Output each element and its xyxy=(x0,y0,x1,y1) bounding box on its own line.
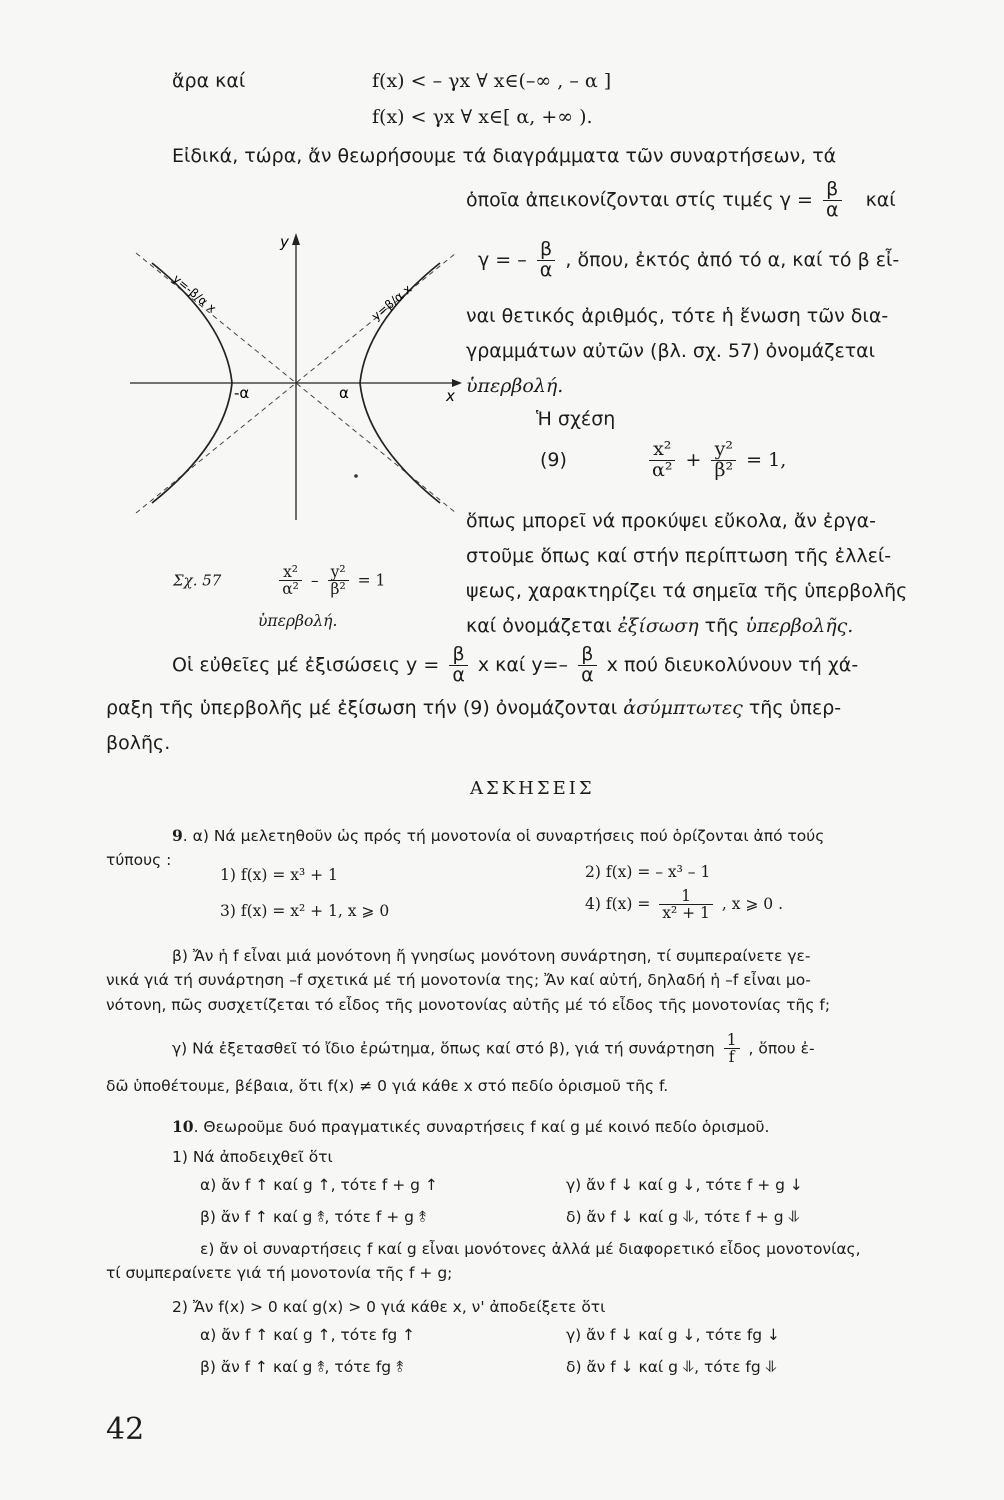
caption-equals: = 1 xyxy=(357,571,386,590)
ex10-p2-d: δ) ἄν f ↓ καί g ⥥, τότε fg ⥥ xyxy=(566,1358,777,1376)
ex9-f1: 1) f(x) = x³ + 1 xyxy=(220,866,338,884)
ex10-p1-e1: ε) ἄν οἱ συναρτήσεις f καί g εἶναι μονότονες ἀλλά μέ διαφορετικό εἶδος μονοτονίας, xyxy=(200,1240,861,1258)
para2-line3: ψεως, χαρακτηρίζει τά σημεῖα τῆς ὑπερβολῆς xyxy=(466,580,908,602)
ex10-p1-e2: τί συμπεραίνετε γιά τή μονοτονία τῆς f + g; xyxy=(106,1264,453,1282)
asymptotes-text: τῆς ὑπερ- xyxy=(742,697,842,719)
para1-line5: γραμμάτων αὐτῶν (βλ. σχ. 57) ὀνομάζεται xyxy=(466,340,876,362)
fraction-beta-alpha-4 xyxy=(578,645,597,686)
ex9-c-line1 xyxy=(172,1032,815,1066)
exercises-heading: ΑΣΚΗΣΕΙΣ xyxy=(470,778,595,799)
fraction-numerator: y² xyxy=(711,440,736,461)
fraction-denominator: α xyxy=(452,663,465,686)
asymptote-label-left: y=-β/α x xyxy=(170,271,219,316)
ex10-p1-b: β) ἄν f ↑ καί g ⥉, τότε f + g ⥉ xyxy=(200,1208,427,1226)
fraction-numerator: x² xyxy=(279,564,302,581)
term-asymptotes: ἀσύμπτωτες xyxy=(623,697,743,719)
x-axis-arrow-icon xyxy=(452,379,462,387)
ex9-c-text: , ὅπου ἐ- xyxy=(748,1039,815,1058)
tick-label-alpha: α xyxy=(339,384,349,402)
ex9-number: 9 xyxy=(172,826,183,845)
axis-label-y: y xyxy=(280,233,289,251)
para2-text: τῆς xyxy=(698,615,746,637)
fraction-x2-a2 xyxy=(649,440,675,481)
fraction-denominator: f xyxy=(728,1048,735,1067)
para1-line6: ὑπερβολή. xyxy=(466,375,564,397)
ex9-c-text: γ) Νά ἐξετασθεῖ τό ἴδιο ἐρώτημα, ὅπως καί στό β), γιά τή συνάρτηση xyxy=(172,1039,715,1058)
ex9-c-line2: δῶ ὑποθέτουμε, βέβαια, ὅτι f(x) ≠ 0 γιά κάθε x στό πεδίο ὁρισμοῦ τῆς f. xyxy=(106,1077,669,1095)
term-eksisosi: ἐξίσωση xyxy=(617,615,699,637)
fraction-numerator: y² xyxy=(328,564,349,581)
para1-line4: ναι θετικός ἀριθμός, τότε ἡ ἕνωση τῶν δια- xyxy=(466,305,889,327)
asymptotes-text: x καί y=– xyxy=(477,653,569,676)
fraction-numerator: β xyxy=(449,645,468,666)
ex10-intro-text: . Θεωροῦμε δυό πραγματικές συναρτήσεις f καί g μέ κοινό πεδίο ὁρισμοῦ. xyxy=(193,1118,770,1136)
ex9-b-line2: νικά γιά τή συνάρτηση –f σχετικά μέ τή μονοτονία της; Ἄν καί αὐτή, δηλαδή ἡ –f εἶναι μο- xyxy=(106,971,811,989)
fraction-denominator: β² xyxy=(330,580,346,599)
plus-sign: + xyxy=(685,448,702,471)
asymptotes-line1 xyxy=(172,645,858,686)
fraction-numerator: 1 xyxy=(659,888,713,905)
fraction-numerator: 1 xyxy=(724,1032,740,1049)
ex10-p2-b: β) ἄν f ↑ καί g ⥉, τότε fg ⥉ xyxy=(200,1358,404,1376)
asymptotes-line2 xyxy=(106,697,841,719)
ex9-b-line1: β) Ἄν ἡ f εἶναι μιά μονότονη ἤ γνησίως μονότονη συνάρτηση, τί συμπεραίνετε γε- xyxy=(172,947,811,965)
fraction-denominator: α² xyxy=(652,458,673,481)
caption-fraction-x2 xyxy=(279,564,302,598)
fraction-denominator: α² xyxy=(282,580,299,599)
ex9-f4 xyxy=(585,888,783,922)
asymptote-label-right: y=β/α x xyxy=(368,281,415,324)
fraction-beta-alpha xyxy=(823,180,842,221)
asymptotes-line3: βολῆς. xyxy=(106,732,171,754)
ex10-p1-d: δ) ἄν f ↓ καί g ⥥, τότε f + g ⥥ xyxy=(566,1208,800,1226)
fraction-denominator: x² + 1 xyxy=(662,904,710,923)
equation-label: (9) xyxy=(540,448,567,471)
para2-line4 xyxy=(466,615,853,637)
fraction-denominator: α xyxy=(539,258,553,281)
ex9-f4-fraction xyxy=(659,888,713,922)
ex9-f3: 3) f(x) = x² + 1, x ⩾ 0 xyxy=(220,902,390,920)
fraction-denominator: α xyxy=(825,198,839,221)
ex10-p1-a: α) ἄν f ↑ καί g ↑, τότε f + g ↑ xyxy=(200,1176,438,1194)
para2-line1: ὅπως μπορεῖ νά προκύψει εὔκολα, ἄν ἐργα- xyxy=(466,510,876,532)
figure-caption-row xyxy=(173,564,385,598)
para1-line2-text: ὁποῖα ἀπεικονίζονται στίς τιμές γ = xyxy=(466,188,813,211)
fraction-numerator: x² xyxy=(649,440,675,461)
fraction-numerator: β xyxy=(537,240,556,261)
ex9-types: τύπους : xyxy=(106,851,172,869)
para2-text: καί ὀνομάζεται xyxy=(466,615,618,637)
figure-caption-label: Σχ. 57 xyxy=(173,571,222,590)
asymptotes-text: Οἱ εὐθεῖες μέ ἐξισώσεις y = xyxy=(172,653,440,676)
ex9-f2: 2) f(x) = – x³ – 1 xyxy=(585,863,711,881)
figure-dot xyxy=(354,474,358,478)
ex10-intro xyxy=(172,1117,769,1136)
inequality-line-2: f(x) < γx ∀ x∈[ α, +∞ ). xyxy=(372,106,593,128)
gamma-neg: γ = – xyxy=(478,248,527,271)
figure-caption-name: ὑπερβολή. xyxy=(258,612,338,630)
ex10-p1: 1) Νά ἀποδειχθεῖ ὅτι xyxy=(172,1148,333,1166)
relation-equation xyxy=(540,440,786,481)
caption-fraction-y2 xyxy=(328,564,349,598)
fraction-numerator: β xyxy=(823,180,842,201)
page-number: 42 xyxy=(106,1412,145,1447)
y-axis-arrow-icon xyxy=(292,233,300,245)
ex10-p2-c: γ) ἄν f ↓ καί g ↓, τότε fg ↓ xyxy=(566,1326,781,1344)
inequality-line-1: f(x) < – γx ∀ x∈(–∞ , – α ] xyxy=(372,70,612,92)
relation-intro: Ἡ σχέση xyxy=(536,408,616,430)
ex10-p1-c: γ) ἄν f ↓ καί g ↓, τότε f + g ↓ xyxy=(566,1176,803,1194)
para1-line3 xyxy=(478,240,899,281)
fraction-denominator: β² xyxy=(714,458,734,481)
ex9-c-fraction xyxy=(724,1032,740,1066)
ex10-p2-a: α) ἄν f ↑ καί g ↑, τότε fg ↑ xyxy=(200,1326,416,1344)
ex9-intro xyxy=(172,826,824,845)
ex10-number: 10 xyxy=(172,1117,194,1136)
ex10-p2: 2) Ἄν f(x) > 0 καί g(x) > 0 γιά κάθε x, ν' ἀποδείξετε ὅτι xyxy=(172,1298,606,1316)
tick-label-neg-alpha: -α xyxy=(234,384,250,402)
asymptotes-text: x πού διευκολύνουν τή χά- xyxy=(606,653,859,676)
ex9-f4-lhs: 4) f(x) = xyxy=(585,894,651,913)
para1-line3-text: , ὅπου, ἐκτός ἀπό τό α, καί τό β εἶ- xyxy=(565,248,900,271)
fraction-y2-b2 xyxy=(711,440,736,481)
term-hyperbola: ὑπερβολῆς. xyxy=(745,615,854,637)
minus-sign: – xyxy=(310,571,319,590)
axis-label-x: x xyxy=(446,387,455,405)
fraction-beta-alpha-2 xyxy=(537,240,556,281)
fraction-numerator: β xyxy=(578,645,597,666)
fraction-denominator: α xyxy=(581,663,594,686)
ex9-intro-text: . α) Νά μελετηθοῦν ὡς πρός τή μονοτονία οἱ συναρτήσεις πού ὁρίζονται ἀπό τούς xyxy=(182,827,825,845)
ex9-f4-domain: , x ⩾ 0 . xyxy=(721,894,784,913)
fraction-beta-alpha-3 xyxy=(449,645,468,686)
asymptotes-text: ραξη τῆς ὑπερβολῆς μέ ἐξίσωση τήν (9) ὀνομάζονται xyxy=(106,697,624,719)
equation-rhs: = 1, xyxy=(746,448,787,471)
para1-line2 xyxy=(466,180,896,221)
para1-line1: Εἰδικά, τώρα, ἄν θεωρήσουμε τά διαγράμματα τῶν συναρτήσεων, τά xyxy=(172,145,837,167)
hyperbola-figure xyxy=(130,225,470,525)
para1-line2-kai: καί xyxy=(865,188,896,211)
text-ara-kai: ἄρα καί xyxy=(172,70,246,92)
ex9-b-line3: νότονη, πῶς συσχετίζεται τό εἶδος τῆς μονοτονίας αὐτῆς μέ τό εἶδος τῆς μονοτονίας τῆς f; xyxy=(106,996,831,1014)
para2-line2: στοῦμε ὅπως καί στήν περίπτωση τῆς ἐλλεί- xyxy=(466,545,892,567)
